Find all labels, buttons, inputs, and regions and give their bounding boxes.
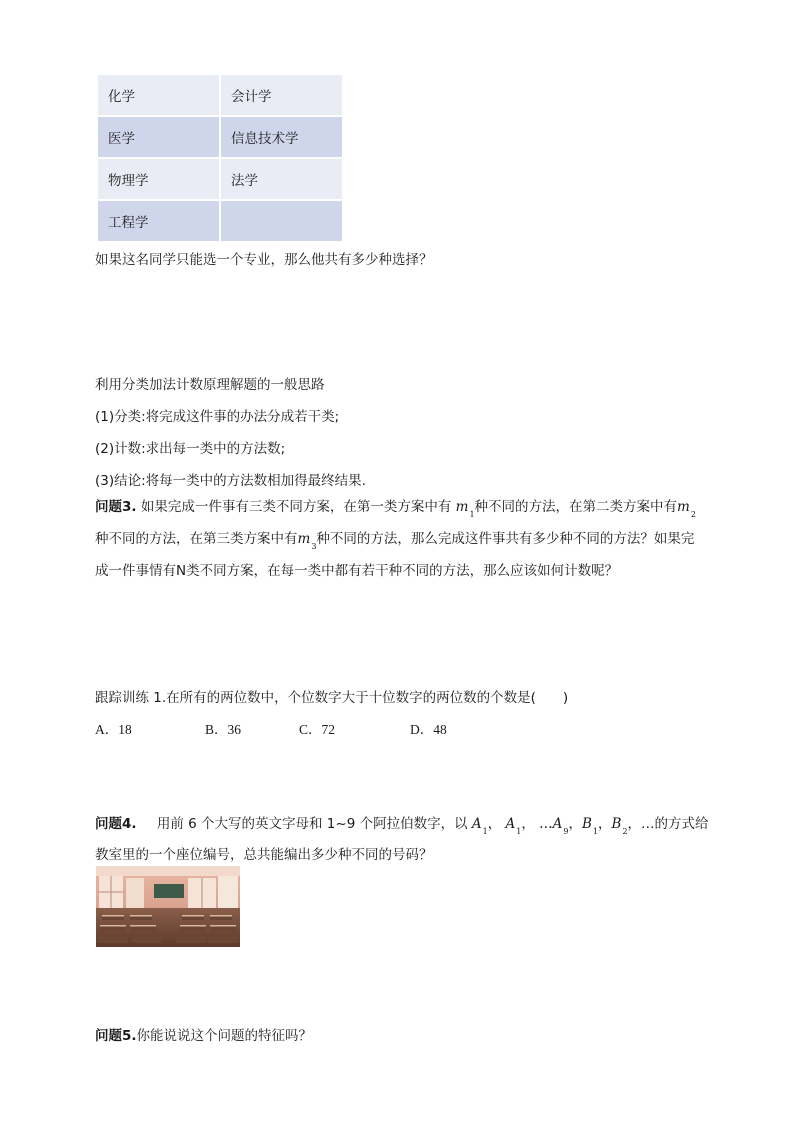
table-row bbox=[97, 74, 343, 116]
question-text: 种不同的方法，那么完成这件事共有多少种不同的方法？如果完成一件事情有N类不同方案，在每一类中都有若干种不同的方法，那么应该如何计数呢？ bbox=[95, 531, 695, 579]
option-a: A．18 bbox=[95, 722, 132, 737]
question-text: 种不同的方法，在第三类方案中有 bbox=[95, 531, 298, 547]
table-cell: 物理学 bbox=[97, 158, 220, 200]
question-5 bbox=[95, 1024, 312, 1044]
question-label: 问题4. bbox=[95, 816, 137, 832]
table-row bbox=[97, 200, 343, 242]
question-text: 用前 6 个大写的英文字母和 1~9 个阿拉伯数字，以 bbox=[156, 816, 468, 832]
question-label: 问题5. bbox=[95, 1028, 137, 1044]
table-cell: 会计学 bbox=[220, 74, 343, 116]
approach-step: (1)分类:将完成这件事的办法分成若干类; bbox=[95, 409, 340, 425]
math-var: $B_2$ bbox=[611, 816, 628, 836]
approach-step: (2)计数:求出每一类中的方法数; bbox=[95, 441, 286, 457]
math-var: $m_1$ bbox=[455, 499, 475, 519]
table-cell bbox=[220, 200, 343, 242]
table-cell: 法学 bbox=[220, 158, 343, 200]
question-3 bbox=[95, 492, 700, 587]
math-var: $A_1$ bbox=[471, 816, 488, 836]
table-cell: 工程学 bbox=[97, 200, 220, 242]
math-var: $m_2$ bbox=[677, 499, 696, 519]
question-text: …的方式给 bbox=[641, 816, 709, 832]
math-var: $m_3$ bbox=[297, 531, 317, 551]
option-d: D．48 bbox=[410, 722, 447, 737]
math-var: $A_1$ bbox=[505, 816, 522, 836]
math-var: $\dots A_9$ bbox=[539, 816, 569, 836]
option-c: C．72 bbox=[299, 722, 336, 737]
majors-table bbox=[96, 73, 344, 243]
math-var: $B_1$ bbox=[582, 816, 599, 836]
exercise-stem: 跟踪训练 1.在所有的两位数中，个位数字大于十位数字的两位数的个数是( ) bbox=[95, 690, 569, 706]
question-text: 种不同的方法，在第二类方案中有 bbox=[474, 499, 678, 515]
question-label: 问题3. bbox=[95, 499, 137, 515]
table-cell: 化学 bbox=[97, 74, 220, 116]
table-cell: 信息技术学 bbox=[220, 116, 343, 158]
table-row bbox=[97, 116, 343, 158]
question-text: 如果完成一件事有三类不同方案，在第一类方案中有 bbox=[140, 499, 452, 515]
question-select: 如果这名同学只能选一个专业，那么他共有多少种选择？ bbox=[95, 252, 433, 268]
table-row bbox=[97, 158, 343, 200]
approach-title: 利用分类加法计数原理解题的一般思路 bbox=[95, 377, 325, 393]
question-4-line2: 教室里的一个座位编号，总共能编出多少种不同的号码？ bbox=[95, 847, 433, 863]
table-cell: 医学 bbox=[97, 116, 220, 158]
question-text: 你能说说这个问题的特征吗？ bbox=[136, 1028, 313, 1044]
classroom-image bbox=[96, 866, 240, 947]
approach-step: (3)结论:将每一类中的方法数相加得最终结果. bbox=[95, 473, 366, 489]
option-b: B．36 bbox=[205, 722, 242, 737]
question-4: 问题4. 用前 6 个大写的英文字母和 1~9 个阿拉伯数字，以 $A_1$， $A_1$， $\dots A_9$，$B_1$，$B_2$，…的方式给 bbox=[95, 816, 709, 836]
